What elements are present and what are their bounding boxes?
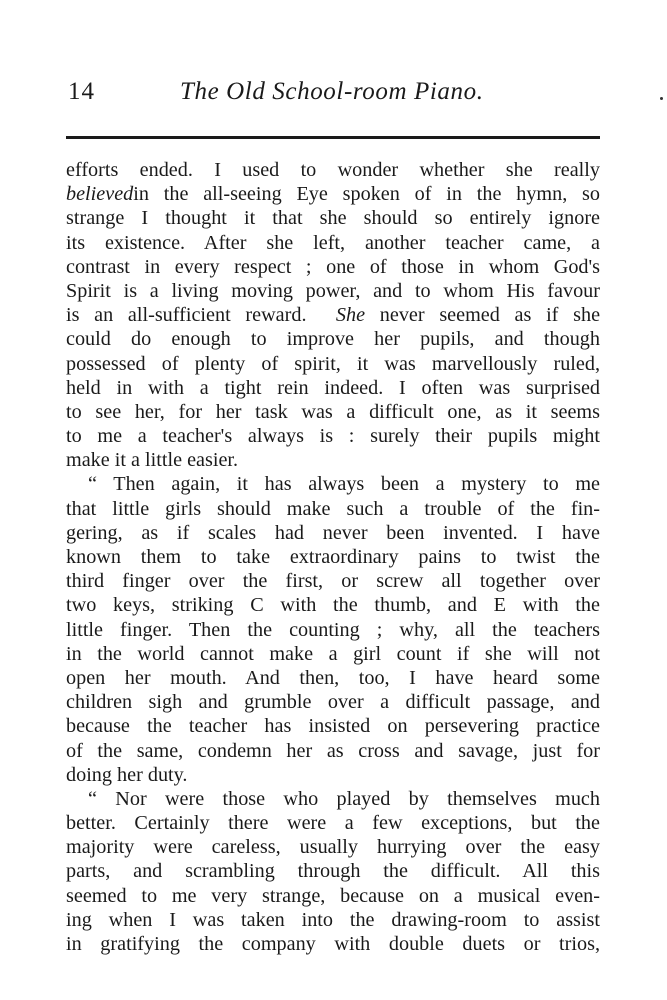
text-line: Spirit is a living moving power, and to whom His favour (66, 279, 600, 302)
text-line: to see her, for her task was a difficult one, as it seems (66, 400, 600, 423)
text-line: seemed to me very strange, because on a musical even- (66, 884, 600, 907)
text-line: “ Nor were those who played by themselves much (88, 787, 600, 810)
emphasis-she: She (335, 304, 366, 327)
text-line: better. Certainly there were a few exceptions, but the (66, 812, 600, 835)
text-line: of the same, condemn her as cross and savage, just for (66, 739, 600, 762)
text-line: could do enough to improve her pupils, and though (66, 328, 600, 351)
text-line: children sigh and grumble over a difficult passage, and (66, 691, 600, 714)
page-number: 14 (68, 78, 95, 105)
text-line: efforts ended. I used to wonder whether she really (66, 159, 600, 181)
text-line: is an all-sufficient reward. She never seemed as if she (66, 304, 601, 327)
header-rule (66, 136, 600, 139)
text-line: majority were careless, usually hurrying over the easy (66, 836, 600, 859)
running-head (68, 78, 600, 118)
text-line: contrast in every respect ; one of those in whom God's (66, 255, 600, 278)
text-line: that little girls should make such a trouble of the fin- (66, 497, 600, 520)
text-line: because the teacher has insisted on persevering practice (66, 715, 600, 738)
text-line: known them to take extraordinary pains to twist the (66, 546, 600, 568)
running-title: The Old School-room Piano. (180, 78, 484, 105)
text-line: in gratifying the company with double duets or trios, (66, 933, 600, 955)
text-line: open her mouth. And then, too, I have heard some (66, 666, 600, 689)
body-text (66, 158, 600, 956)
text-line: ing when I was taken into the drawing-room to assist (66, 908, 600, 931)
edge-speck (660, 97, 663, 100)
emphasis-believed: believed (66, 183, 134, 206)
text-line: little finger. Then the counting ; why, all the teachers (66, 618, 600, 641)
text-line: gering, as if scales had never been invented. I have (66, 521, 600, 544)
text-line: parts, and scrambling through the difficult. All this (66, 860, 600, 883)
text-line: held in with a tight rein indeed. I often was surprised (66, 376, 600, 399)
text-line: “ Then again, it has always been a mystery to me (88, 473, 600, 496)
text-line: believedin the all-seeing Eye spoken of in the hymn, so (66, 183, 600, 206)
text-line: make it a little easier. (66, 449, 239, 472)
text-line: doing her duty. (66, 763, 188, 786)
text-line: to me a teacher's always is : surely their pupils might (66, 425, 600, 448)
text-line: in the world cannot make a girl count if she will not (66, 642, 600, 665)
text-line: possessed of plenty of spirit, it was marvellously ruled, (66, 352, 600, 375)
text-line: its existence. After she left, another teacher came, a (66, 231, 600, 254)
text-line: third finger over the first, or screw all together over (66, 570, 600, 593)
text-line: strange I thought it that she should so entirely ignore (66, 207, 600, 230)
text-line: two keys, striking C with the thumb, and E with the (66, 594, 600, 617)
